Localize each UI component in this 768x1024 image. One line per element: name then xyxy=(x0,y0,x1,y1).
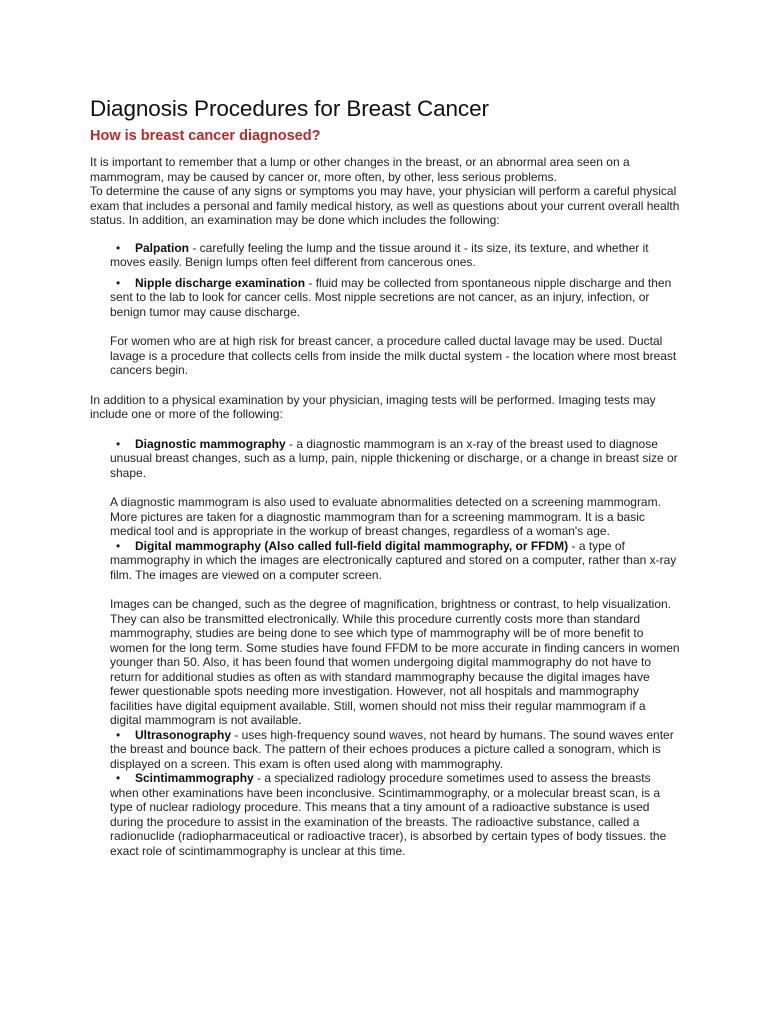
exam-list xyxy=(90,241,680,320)
bullet-icon: • xyxy=(116,275,121,290)
bullet-icon: • xyxy=(116,436,121,451)
bullet-icon: • xyxy=(116,727,121,742)
desc-nipple-discharge: - fluid may be collected from spontaneous nipple discharge and then sent to the lab to look for cancer cells. Most nipple secretions are not cancer, as an injury, infection, or benign tumor may cause discharge. xyxy=(110,275,672,319)
page-subtitle: How is breast cancer diagnosed? xyxy=(90,128,321,144)
imaging-intro-paragraph: In addition to a physical examination by your physician, imaging tests will be performed. Imaging tests may include one or more of the following: xyxy=(90,392,656,421)
intro-paragraph-1: It is important to remember that a lump or other changes in the breast, or an abnormal area seen on a mammogram, may be caused by cancer or, more often, by other, less serious problems. xyxy=(90,155,630,184)
list-item-palpation xyxy=(110,241,680,270)
list-item-ultrasonography xyxy=(110,728,680,772)
desc-diagnostic-mammography: - a diagnostic mammogram is an x-ray of the breast used to diagnose unusual breast changes, such as a lump, pain, nipple thickening or discharge, or a change in breast size or shape. xyxy=(110,436,678,480)
bullet-icon: • xyxy=(116,240,121,255)
desc-palpation: - carefully feeling the lump and the tissue around it - its size, its texture, and whether it moves easily. Benign lumps often feel different from cancerous ones. xyxy=(110,240,649,269)
term-diagnostic-mammography: Diagnostic mammography xyxy=(135,436,286,451)
term-scintimammography: Scintimammography xyxy=(135,771,254,785)
bullet-icon: • xyxy=(116,771,121,785)
list-item-nipple-discharge xyxy=(110,276,680,320)
intro-section xyxy=(90,155,680,228)
document-page xyxy=(90,94,680,858)
ductal-lavage-paragraph: For women who are at high risk for breast cancer, a procedure called ductal lavage may be used. Ductal lavage is a procedure that collects cells from inside the milk ductal system - the location where most breast cancers begin. xyxy=(110,334,677,377)
desc-scintimammography: - a specialized radiology procedure sometimes used to assess the breasts when other examinations have been inconclusive. Scintimammography, or a molecular breast scan, is a type of nuclear radiology procedure. This means that a tiny amount of a radioactive substance is used during the procedure to assist in the examination of the breasts. The radioactive substance, called a radionuclide (radiopharmaceutical or radioactive tracer), is absorbed by certain types of body tissues. the exact role of scintimammography is unclear at this time. xyxy=(110,771,667,858)
diagnostic-mammography-extra: A diagnostic mammogram is also used to evaluate abnormalities detected on a screening mammogram. More pictures are taken for a diagnostic mammogram than for a screening mammogram. It is a basic medical tool and is appropriate in the workup of breast changes, regardless of a woman's age. xyxy=(110,495,661,538)
term-palpation: Palpation xyxy=(135,240,190,255)
list-item-scintimammography xyxy=(110,771,680,858)
digital-mammography-extra: Images can be changed, such as the degree of magnification, brightness or contrast, to help visualization. They can also be transmitted electronically. While this procedure currently costs more than standard mammography, studies are being done to see which type of mammography will be of more benefit to women for the long term. Some studies have found FFDM to be more accurate in finding cancers in women younger than 50. Also, it has been found that women undergoing digital mammography do not have to return for additional studies as often as with standard mammography because the digital images have fewer questionable spots needing more investigation. However, not all hospitals and mammography facilities have digital equipment available. Still, women should not miss their regular mammogram if a digital mammogram is not available. xyxy=(110,597,680,727)
term-ultrasonography: Ultrasonography xyxy=(135,727,232,742)
term-digital-mammography: Digital mammography (Also called full-field digital mammography, or FFDM) xyxy=(135,538,569,553)
list-item-diagnostic-mammography xyxy=(110,437,680,481)
imaging-list xyxy=(90,437,680,859)
term-nipple-discharge: Nipple discharge examination xyxy=(135,275,306,290)
list-item-digital-mammography xyxy=(110,539,680,583)
page-title: Diagnosis Procedures for Breast Cancer xyxy=(90,96,489,121)
desc-ultrasonography: - uses high-frequency sound waves, not heard by humans. The sound waves enter the breast and bounce back. The pattern of their echoes produces a picture called a sonogram, which is displayed on a screen. This exam is often used along with mammography. xyxy=(110,727,674,771)
intro-paragraph-2: To determine the cause of any signs or symptoms you may have, your physician will perform a careful physical exam that includes a personal and family medical history, as well as questions about your current overall health status. In addition, an examination may be done which includes the following: xyxy=(90,184,680,227)
desc-digital-mammography: - a type of mammography in which the images are electronically captured and stored on a computer, rather than x-ray film. The images are viewed on a computer screen. xyxy=(110,538,677,582)
bullet-icon: • xyxy=(116,538,121,553)
